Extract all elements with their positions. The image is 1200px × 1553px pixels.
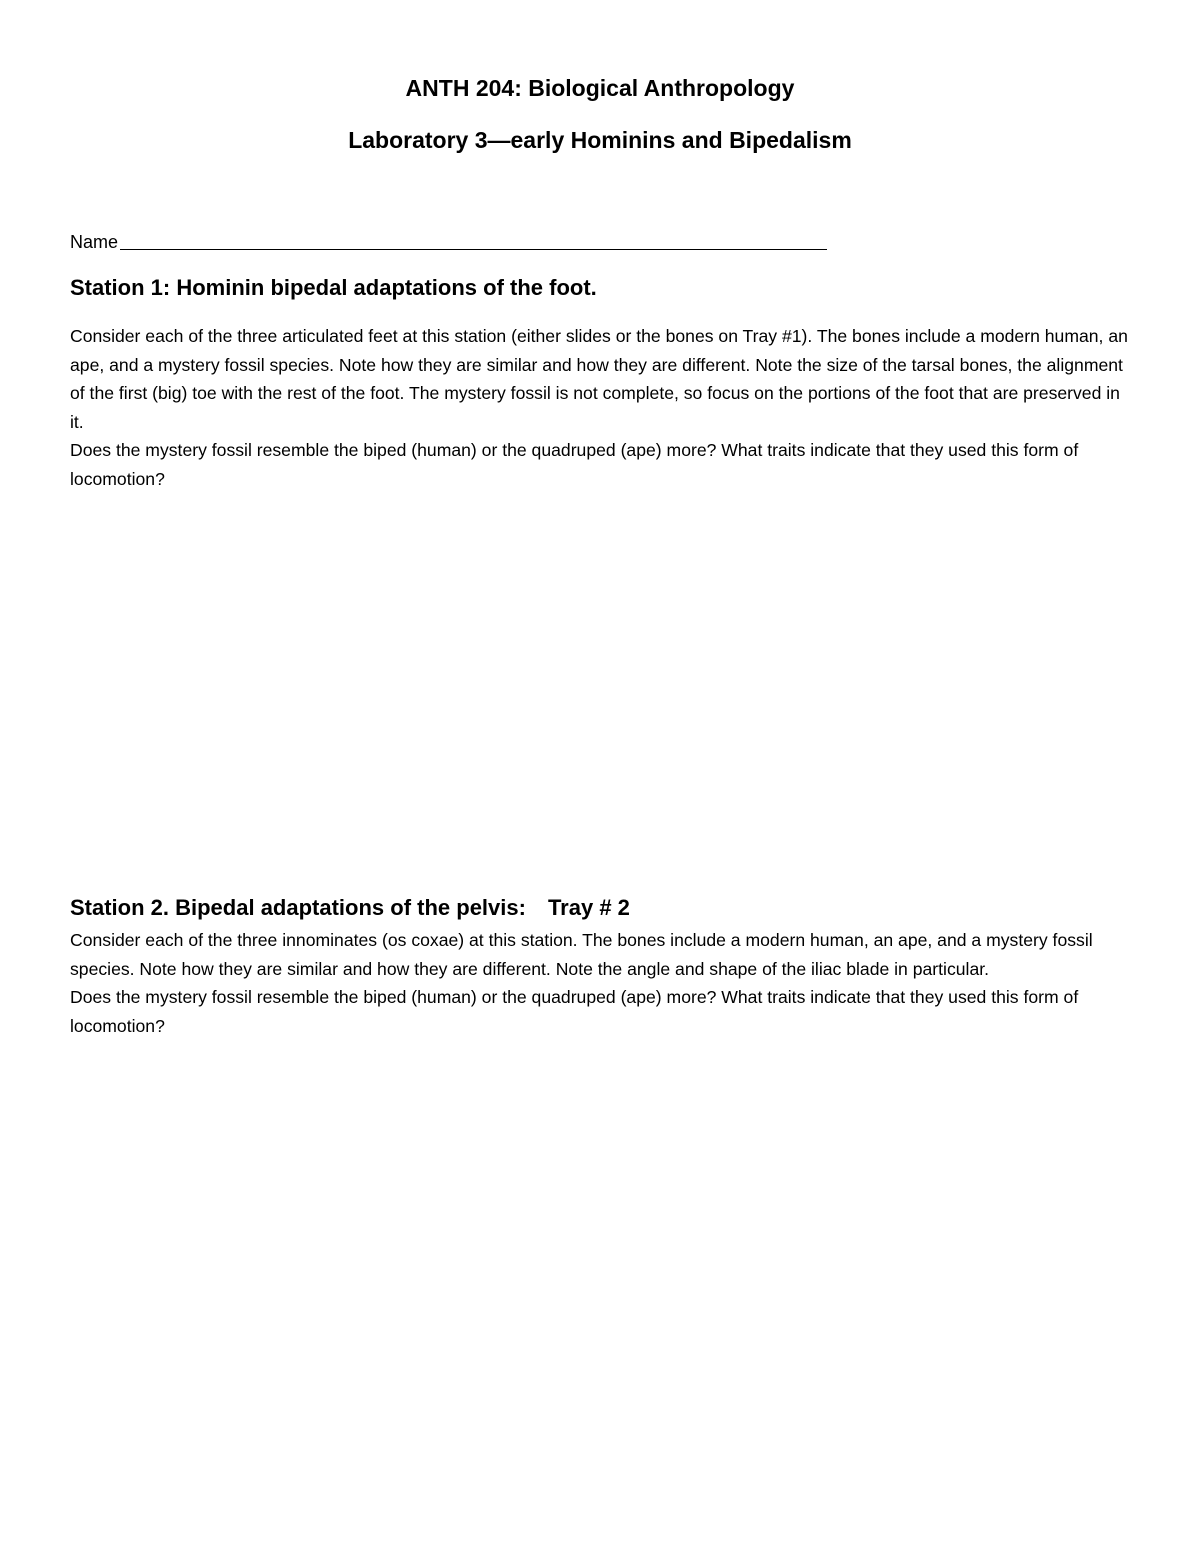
name-blank-line (120, 249, 827, 250)
lab-title: Laboratory 3—early Hominins and Bipedalism (348, 127, 852, 153)
station-1-body (70, 322, 1132, 493)
course-title: ANTH 204: Biological Anthropology (405, 75, 795, 101)
name-field-row (70, 226, 827, 254)
station-1-question: Does the mystery fossil resemble the biped (human) or the quadruped (ape) more? What traits indicate that they used this form of locomotion? (70, 440, 1079, 489)
station-1-heading: Station 1: Hominin bipedal adaptations of the foot. (70, 275, 597, 300)
station-2-body (70, 926, 1132, 1040)
station-2-heading (70, 893, 630, 923)
station-2-tray-label: Tray # 2 (547, 895, 630, 920)
station-2-heading-text: Station 2. Bipedal adaptations of the pelvis: (70, 895, 526, 920)
station-2-question: Does the mystery fossil resemble the biped (human) or the quadruped (ape) more? What traits indicate that they used this form of locomotion? (70, 987, 1079, 1036)
name-label: Name (70, 232, 119, 252)
station-1-instructions: Consider each of the three articulated feet at this station (either slides or the bones on Tray #1). The bones include a modern human, an ape, and a mystery fossil species. Note how they are similar and how they are different. Note the size of the tarsal bones, the alignment of the first (big) toe with the rest of the foot. The mystery fossil is not complete, so focus on the portions of the foot that are preserved in it. (70, 326, 1128, 432)
station-2-instructions: Consider each of the three innominates (os coxae) at this station. The bones include a modern human, an ape, and a mystery fossil species. Note how they are similar and how they are different. Note the angle and shape of the iliac blade in particular. (70, 930, 1093, 979)
